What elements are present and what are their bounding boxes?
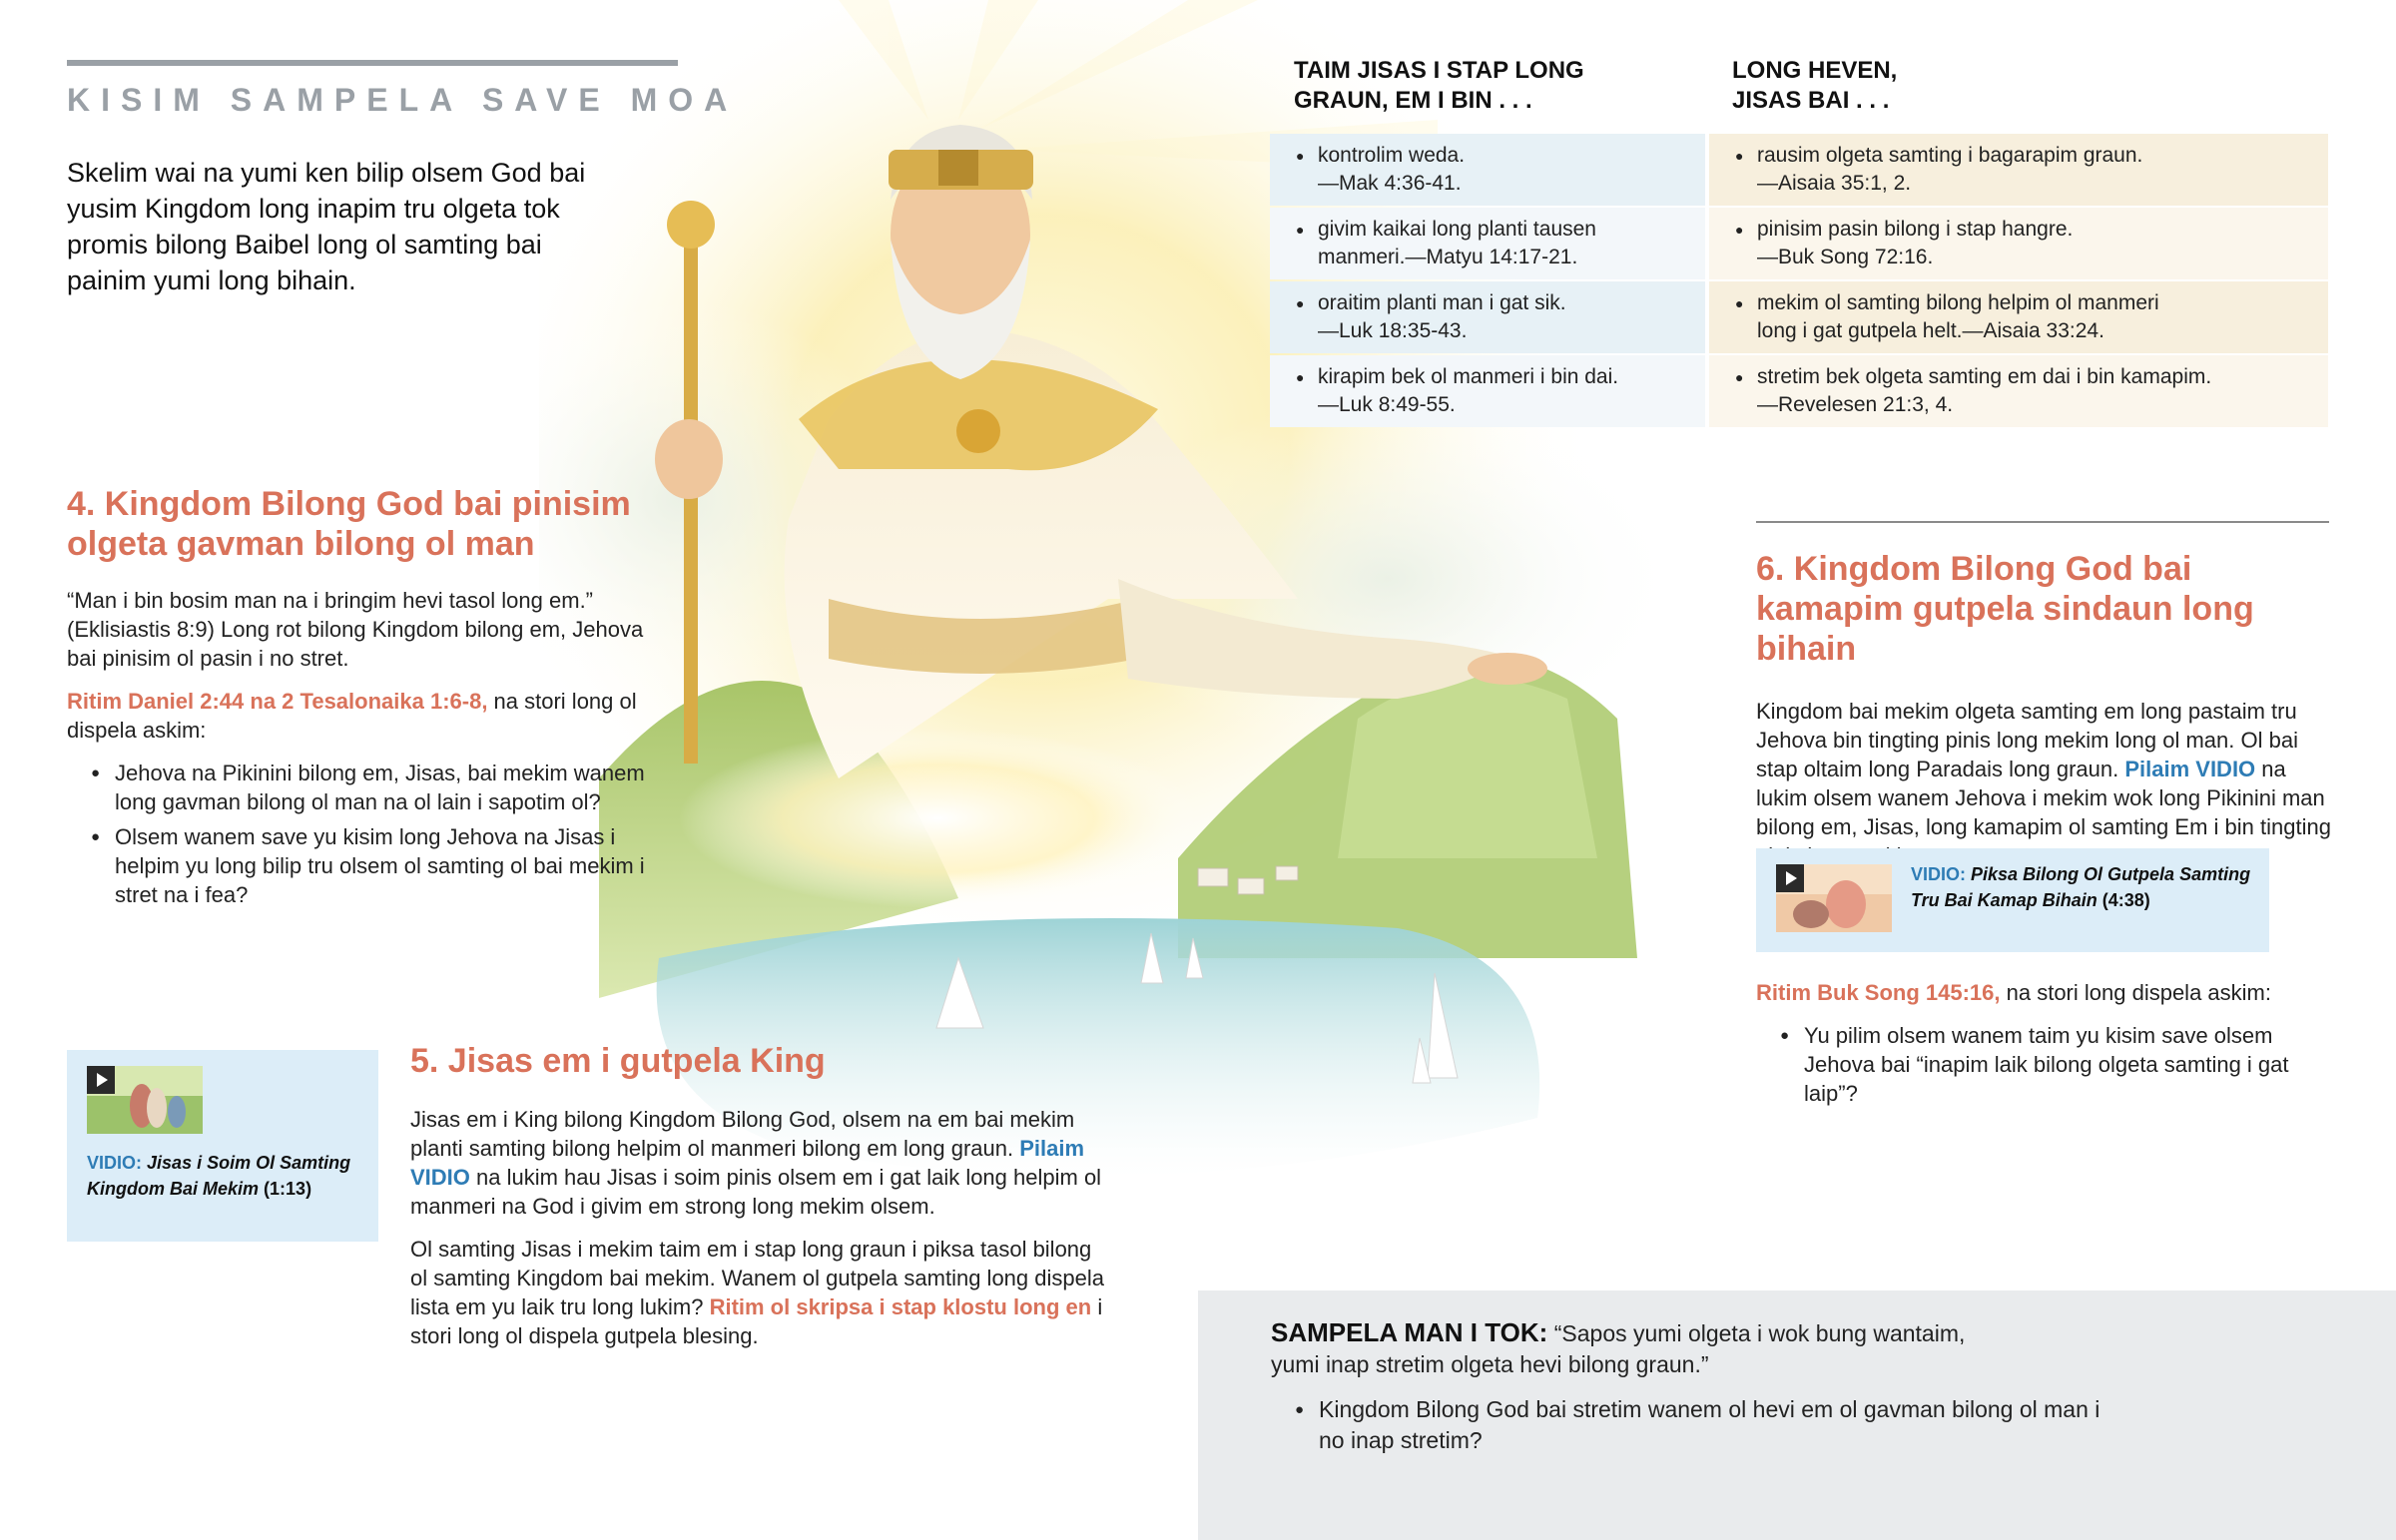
- list-item: ● Yu pilim olsem wanem taim yu kisim save olsem Jehova bai “inapim laik bilong olgeta samting i gat laip”?: [1756, 1021, 2335, 1108]
- play-video-link[interactable]: Pilaim VIDIO: [410, 1136, 1085, 1190]
- section-5-paragraph-2: Ol samting Jisas i mekim taim em i stap long graun i piksa tasol bilong ol samting Kingdom bai mekim. Wanem ol gutpela samting long dispela lista em yu laik tru long lukim? Ritim ol skripsa i stap klostu long en i stori long ol dispela gutpela blesing.: [410, 1237, 1104, 1348]
- section-4-questions: [67, 759, 676, 909]
- section-5-heading: 5. Jisas em i gutpela King: [410, 1042, 826, 1080]
- table-cell-right: ● rausim olgeta samting i bagarapim graun. —Aisaia 35:1, 2.: [1709, 134, 2328, 206]
- section-header-rule: [67, 60, 678, 66]
- table-cell-right: ● stretim bek olgeta samting em dai i bin kamapim. —Revelesen 21:3, 4.: [1709, 355, 2328, 427]
- section-6: [1756, 549, 2335, 884]
- play-icon[interactable]: [87, 1066, 115, 1094]
- section-6-scripture-ref[interactable]: Ritim Buk Song 145:16,: [1756, 980, 2001, 1005]
- quote-text: “Sapos yumi olgeta i wok bung wantaim, yumi inap stretim olgeta hevi bilong graun.”: [1271, 1320, 1966, 1377]
- table-cell-left: ● kontrolim weda. —Mak 4:36-41.: [1270, 134, 1705, 206]
- section-6-reading: [1756, 978, 2335, 1114]
- play-video-link[interactable]: Pilaim VIDIO: [2124, 757, 2256, 781]
- quote-questions: [1271, 1394, 2129, 1456]
- section-4: [67, 484, 676, 915]
- list-item: ● Kingdom Bilong God bai stretim wanem ol hevi em ol gavman bilong ol man i no inap stretim?: [1271, 1394, 2129, 1456]
- quote: [1271, 1317, 2369, 1462]
- section-4-scripture-ref[interactable]: Ritim Daniel 2:44 na 2 Tesalonaika 1:6-8,: [67, 689, 488, 714]
- list-item: ● Jehova na Pikinini bilong em, Jisas, bai mekim wanem long gavman bilong ol man na ol lain i sapotim ol?: [67, 759, 676, 816]
- video-card-jisas-i-soim[interactable]: [67, 1050, 378, 1242]
- section-4-read-line: Ritim Daniel 2:44 na 2 Tesalonaika 1:6-8, na stori long ol dispela askim:: [67, 689, 637, 743]
- table-cell-right: ● pinisim pasin bilong i stap hangre. —Buk Song 72:16.: [1709, 208, 2328, 279]
- quote-lead: SAMPELA MAN I TOK:: [1271, 1317, 1548, 1347]
- video-2-label: VIDIO: Piksa Bilong Ol Gutpela Samting Tru Bai Kamap Bihain (4:38): [1911, 864, 2251, 910]
- section-title: KISIM SAMPELA SAVE MOA: [67, 82, 739, 118]
- scripture-ref-link[interactable]: Ritim ol skripsa i stap klostu long en: [709, 1294, 1092, 1319]
- play-icon[interactable]: [1776, 864, 1804, 892]
- table-cell-left: ● givim kaikai long planti tausen manmeri.—Matyu 14:17-21.: [1270, 208, 1705, 279]
- table-header-earth: TAIM JISAS I STAP LONG GRAUN, EM I BIN . . .: [1294, 57, 1584, 114]
- video-1-label: VIDIO: Jisas i Soim Ol Samting Kingdom Bai Mekim (1:13): [87, 1153, 351, 1199]
- table-cell-right: ● mekim ol samting bilong helpim ol manmeri long i gat gutpela helt.—Aisaia 33:24.: [1709, 281, 2328, 353]
- section-6-rule: [1756, 521, 2329, 523]
- section-6-heading: 6. Kingdom Bilong God bai kamapim gutpela sindaun long bihain: [1756, 550, 2254, 668]
- section-6-paragraph: Kingdom bai mekim olgeta samting em long pastaim tru Jehova bin tingting pinis long mekim long ol man. Ol bai stap oltaim long Paradais long graun. Pilaim VIDIO na lukim olsem wanem Jehova i mekim wok long Pikinini man bilong em, Jisas, long kamapim ol samting Em i bin tingting: [1756, 699, 2331, 839]
- table-header-heaven: LONG HEVEN, JISAS BAI . . .: [1732, 57, 1898, 114]
- table-cell-left: ● oraitim planti man i gat sik. —Luk 18:35-43.: [1270, 281, 1705, 353]
- video-card-piksa[interactable]: [1756, 848, 2269, 952]
- section-5-paragraph-1: Jisas em i King bilong Kingdom Bilong God, olsem na em bai mekim planti samting bilong helpim ol manmeri bilong em long graun. Pilaim VIDIO na lukim hau Jisas i soim pinis olsem em i gat laik long helpim ol manmeri na God i givim em strong long mekim olsem.: [410, 1107, 1102, 1219]
- section-4-heading: 4. Kingdom Bilong God bai pinisim olgeta gavman bilong ol man: [67, 485, 631, 563]
- section-4-paragraph: “Man i bin bosim man na i bringim hevi tasol long em.” (Eklisiastis 8:9) Long rot bilong Kingdom bilong em, Jehova bai pinisim ol pasin i no stret.: [67, 588, 644, 671]
- section-6-questions: [1756, 1021, 2335, 1108]
- section-5: [410, 1041, 1109, 1364]
- section-6-read-line: Ritim Buk Song 145:16, na stori long dispela askim:: [1756, 980, 2271, 1005]
- intro-text: Skelim wai na yumi ken bilip olsem God bai yusim Kingdom long inapim tru olgeta tok promis bilong Baibel long ol samting bai painim yumi long bihain.: [67, 158, 586, 295]
- table-cell-left: ● kirapim bek ol manmeri i bin dai. —Luk 8:49-55.: [1270, 355, 1705, 427]
- list-item: ● Olsem wanem save yu kisim long Jehova na Jisas i helpim yu long bilip tru olsem ol samting ol bai mekim i stret na i fea?: [67, 822, 676, 909]
